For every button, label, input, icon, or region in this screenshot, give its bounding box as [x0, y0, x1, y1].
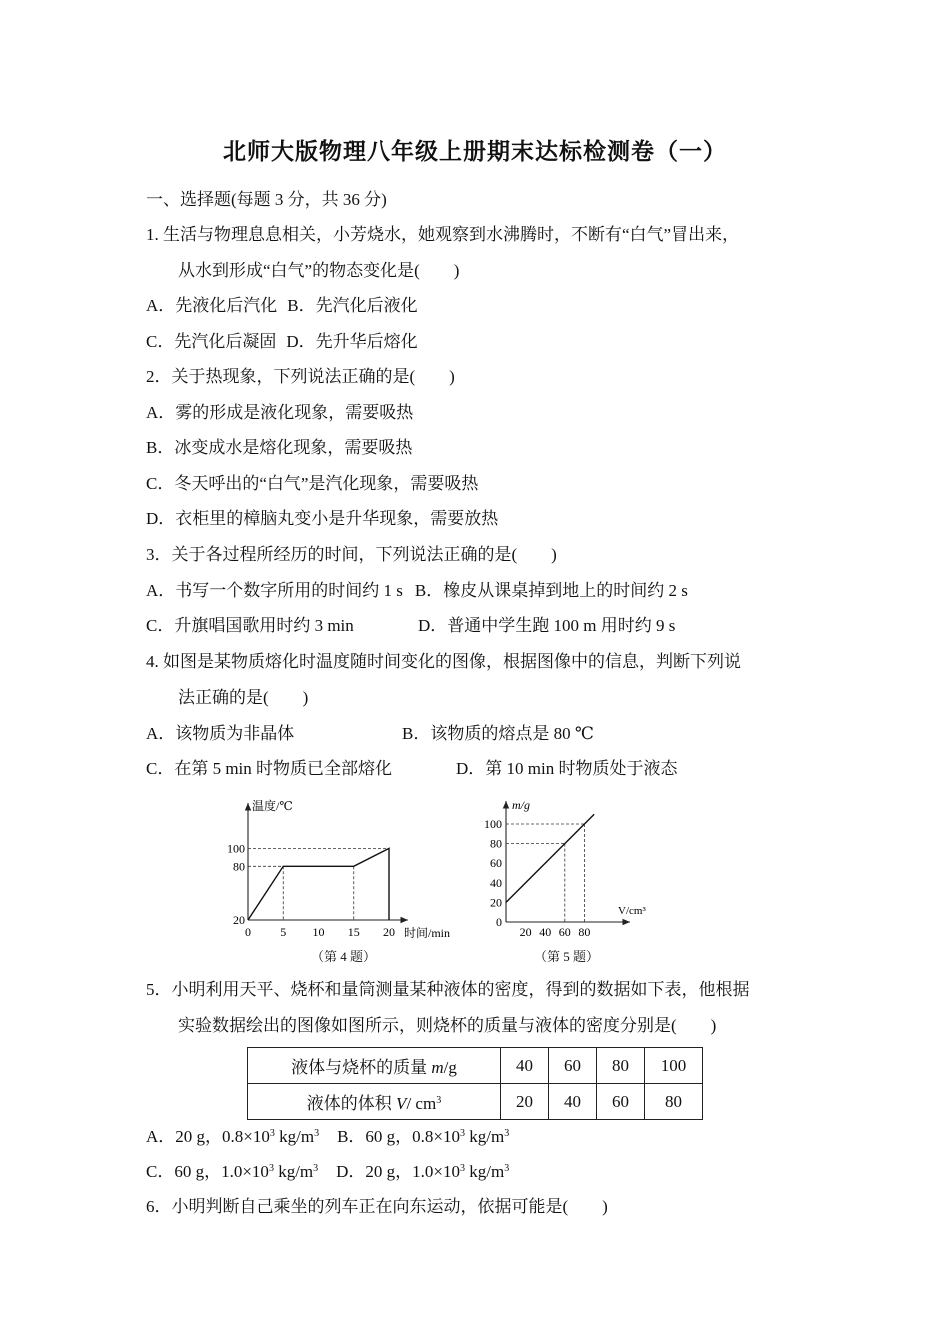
y-tick-20: 20 — [233, 913, 245, 927]
q1-stem-line2: 从水到形成“白气”的物态变化是( ) — [178, 261, 460, 280]
q4-stem-line2: 法正确的是( ) — [178, 688, 309, 707]
q2-option-a[interactable]: A．雾的形成是液化现象，需要吸热 — [146, 403, 414, 422]
q5-data-table — [247, 1047, 703, 1120]
x-tick-60: 60 — [558, 925, 571, 939]
x-axis-label: V/cm³ — [618, 905, 646, 917]
table-cell: 20 — [501, 1084, 549, 1120]
q5-mass-volume-chart — [470, 795, 670, 945]
q2-stem: 2．关于热现象，下列说法正确的是( ) — [146, 367, 455, 386]
section-heading: 一、选择题(每题 3 分，共 36 分) — [146, 190, 387, 209]
series-line — [506, 814, 594, 902]
q4-stem-line1: 4. 如图是某物质熔化时温度随时间变化的图像，根据图像中的信息，判断下列说 — [146, 652, 741, 671]
q2-option-c[interactable]: C．冬天呼出的“白气”是汽化现象，需要吸热 — [146, 474, 479, 493]
q3-option-b[interactable]: B．橡皮从课桌掉到地上的时间约 2 s — [414, 581, 688, 600]
table-row — [248, 1048, 703, 1084]
x-tick-80: 80 — [578, 925, 591, 939]
q3-options-ab — [146, 579, 688, 603]
table-cell: 80 — [645, 1084, 703, 1120]
x-tick-20: 20 — [383, 925, 395, 939]
q4-options-cd — [146, 757, 677, 781]
table-cell: 40 — [501, 1048, 549, 1084]
q1-option-b[interactable]: B．先汽化后液化 — [287, 296, 418, 315]
page-title: 北师大版物理八年级上册期末达标检测卷（一） — [223, 139, 727, 165]
q5-option-d[interactable]: D．20 g，$1.0\times 10^3$ $kg/m^3$ — [336, 1162, 510, 1181]
y-axis-label: m/g — [512, 798, 530, 812]
y-tick-20: 20 — [490, 895, 502, 910]
q3-option-d[interactable]: D．普通中学生跑 100 m 用时约 9 s — [418, 616, 676, 635]
table-row — [248, 1084, 703, 1120]
q4-option-c[interactable]: C．在第 5 min 时物质已全部熔化 — [146, 759, 393, 778]
table-row-label: 液体的体积 V/ $cm^3$ — [248, 1084, 501, 1120]
q3-option-c[interactable]: C．升旗唱国歌用时约 3 min — [146, 616, 354, 635]
q2-option-d[interactable]: D．衣柜里的樟脑丸变小是升华现象，需要放热 — [146, 509, 499, 528]
table-cell: 60 — [549, 1048, 597, 1084]
q4-option-b[interactable]: B．该物质的熔点是 80 ℃ — [402, 724, 594, 743]
q5-figure-caption: （第 5 题） — [534, 949, 600, 964]
q5-option-b[interactable]: B．60 g，$0.8\times 10^3$ $kg/m^3$ — [337, 1127, 510, 1146]
q4-options-ab — [146, 722, 594, 746]
x-tick-20: 20 — [519, 925, 532, 939]
x-axis-label: 时间/min — [404, 926, 451, 940]
q5-options-cd — [146, 1160, 509, 1184]
table-cell: 100 — [645, 1048, 703, 1084]
table-row-label: 液体与烧杯的质量 m/g — [248, 1048, 501, 1084]
q4-option-d[interactable]: D．第 10 min 时物质处于液态 — [456, 759, 678, 778]
q5-option-c[interactable]: C．60 g，$1.0\times 10^3$ $kg/m^3$ — [146, 1162, 319, 1181]
q5-options-ab — [146, 1125, 509, 1149]
q1-option-d[interactable]: D．先升华后熔化 — [286, 332, 418, 351]
series-line — [248, 848, 389, 920]
y-tick-80: 80 — [233, 859, 245, 874]
q1-option-c[interactable]: C．先汽化后凝固 — [146, 332, 277, 351]
q1-options-cd — [146, 330, 418, 354]
q1-options-ab — [146, 294, 418, 318]
q5-option-a[interactable]: A．20 g，$0.8\times 10^3$ $kg/m^3$ — [146, 1127, 320, 1146]
q2-option-b[interactable]: B．冰变成水是熔化现象，需要吸热 — [146, 438, 413, 457]
x-tick-40: 40 — [539, 925, 552, 939]
table-cell: 40 — [549, 1084, 597, 1120]
q4-option-a[interactable]: A．该物质为非晶体 — [146, 724, 295, 743]
table-cell: 80 — [597, 1048, 645, 1084]
y-axis-label: 温度/℃ — [252, 799, 293, 813]
y-tick-100: 100 — [227, 841, 245, 856]
table-cell: 60 — [597, 1084, 645, 1120]
q1-option-a[interactable]: A．先液化后汽化 — [146, 296, 278, 315]
y-tick-100: 100 — [484, 817, 502, 831]
q5-stem-line2: 实验数据绘出的图像如图所示，则烧杯的质量与液体的密度分别是( ) — [178, 1016, 717, 1035]
x-tick-10: 10 — [312, 925, 325, 939]
x-tick-5: 5 — [280, 925, 287, 939]
q5-stem-line1: 5．小明利用天平、烧杯和量筒测量某种液体的密度，得到的数据如下表，他根据 — [146, 980, 750, 999]
y-tick-0: 0 — [496, 915, 502, 929]
q3-options-cd — [146, 614, 675, 638]
q3-stem: 3．关于各过程所经历的时间，下列说法正确的是( ) — [146, 545, 557, 564]
y-tick-80: 80 — [490, 836, 502, 851]
y-tick-60: 60 — [490, 856, 502, 871]
q3-option-a[interactable]: A．书写一个数字所用的时间约 1 s — [146, 581, 403, 600]
q1-stem-line1: 1. 生活与物理息息相关，小芳烧水，她观察到水沸腾时，不断有“白气”冒出来， — [146, 225, 740, 244]
x-tick-15: 15 — [347, 925, 360, 939]
q4-figure-caption: （第 4 题） — [311, 949, 377, 964]
q4-temperature-time-chart — [220, 795, 470, 945]
q6-stem: 6．小明判断自己乘坐的列车正在向东运动，依据可能是( ) — [146, 1197, 608, 1216]
x-tick-0: 0 — [245, 925, 251, 939]
y-tick-40: 40 — [490, 875, 502, 890]
